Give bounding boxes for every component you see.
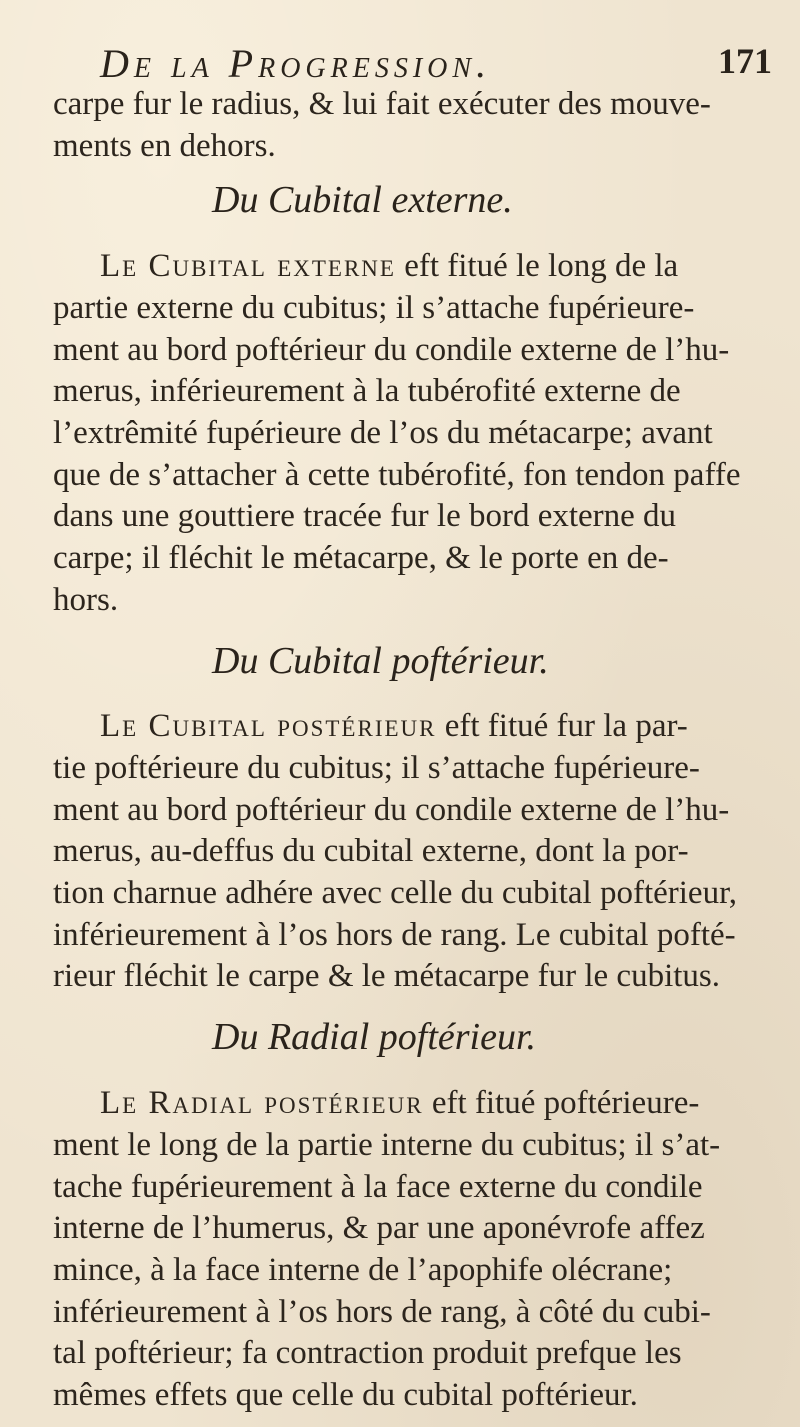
lead-term: Le Cubital externe: [100, 248, 396, 285]
section-heading: Du Cubital externe.: [212, 179, 513, 222]
text-line: tion charnue adhére avec celle du cubital poftérieur,: [53, 875, 737, 912]
text-line: carpe fur le radius, & lui fait exécuter des mouve-: [53, 86, 711, 122]
text-line: ment le long de la partie interne du cubitus; il s’at-: [53, 1126, 721, 1163]
text-line: inférieurement à l’os hors de rang. Le cubital pofté-: [53, 916, 736, 953]
text-line: que de s’attacher à cette tubérofité, fon tendon paffe: [53, 456, 741, 493]
section-lead: [100, 706, 688, 746]
text-line: ment au bord poftérieur du condile externe de l’hu-: [53, 331, 730, 368]
text-line: inférieurement à l’os hors de rang, à côté du cubi-: [53, 1293, 711, 1330]
text-line: merus, au-deffus du cubital externe, dont la por-: [53, 833, 689, 870]
section-heading: Du Cubital poftérieur.: [212, 640, 549, 683]
text-line: tache fupérieurement à la face externe du condile: [53, 1168, 703, 1205]
text-line: eft fitué poftérieure-: [431, 1085, 700, 1122]
page-number: 171: [718, 41, 772, 81]
text-line: hors.: [53, 581, 119, 618]
lead-term: Le Radial postérieur: [100, 1085, 424, 1122]
text-line: ments en dehors.: [53, 127, 276, 164]
text-line: eft fitué fur la par-: [444, 708, 688, 745]
section-heading: Du Radial poftérieur.: [212, 1016, 537, 1059]
text-line: merus, inférieurement à la tubérofité externe de: [53, 373, 681, 410]
text-line: carpe; il fléchit le métacarpe, & le porte en de-: [53, 539, 669, 576]
text-line: l’extrêmité fupérieure de l’os du métacarpe; avant: [53, 414, 713, 451]
text-line: mince, à la face interne de l’apophife olécrane;: [53, 1251, 673, 1288]
lead-term: Le Cubital postérieur: [100, 708, 437, 745]
text-line: interne de l’humerus, & par une aponévrofe affez: [53, 1210, 705, 1247]
section-lead: [100, 1083, 699, 1123]
text-line: mêmes effets que celle du cubital poftérieur.: [53, 1377, 638, 1413]
text-line: eft fitué le long de la: [404, 248, 679, 285]
text-line: ment au bord poftérieur du condile externe de l’hu-: [53, 791, 730, 828]
text-line: partie externe du cubitus; il s’attache fupérieure-: [53, 289, 695, 326]
text-line: tal poftérieur; fa contraction produit prefque les: [53, 1335, 682, 1372]
text-line: tie poftérieure du cubitus; il s’attache fupérieure-: [53, 750, 700, 787]
text-line: rieur fléchit le carpe & le métacarpe fur le cubitus.: [53, 958, 720, 995]
section-lead: [100, 246, 678, 286]
text-line: dans une gouttiere tracée fur le bord externe du: [53, 498, 677, 535]
running-title: De la Progression.: [100, 41, 492, 86]
running-head: [100, 40, 780, 90]
